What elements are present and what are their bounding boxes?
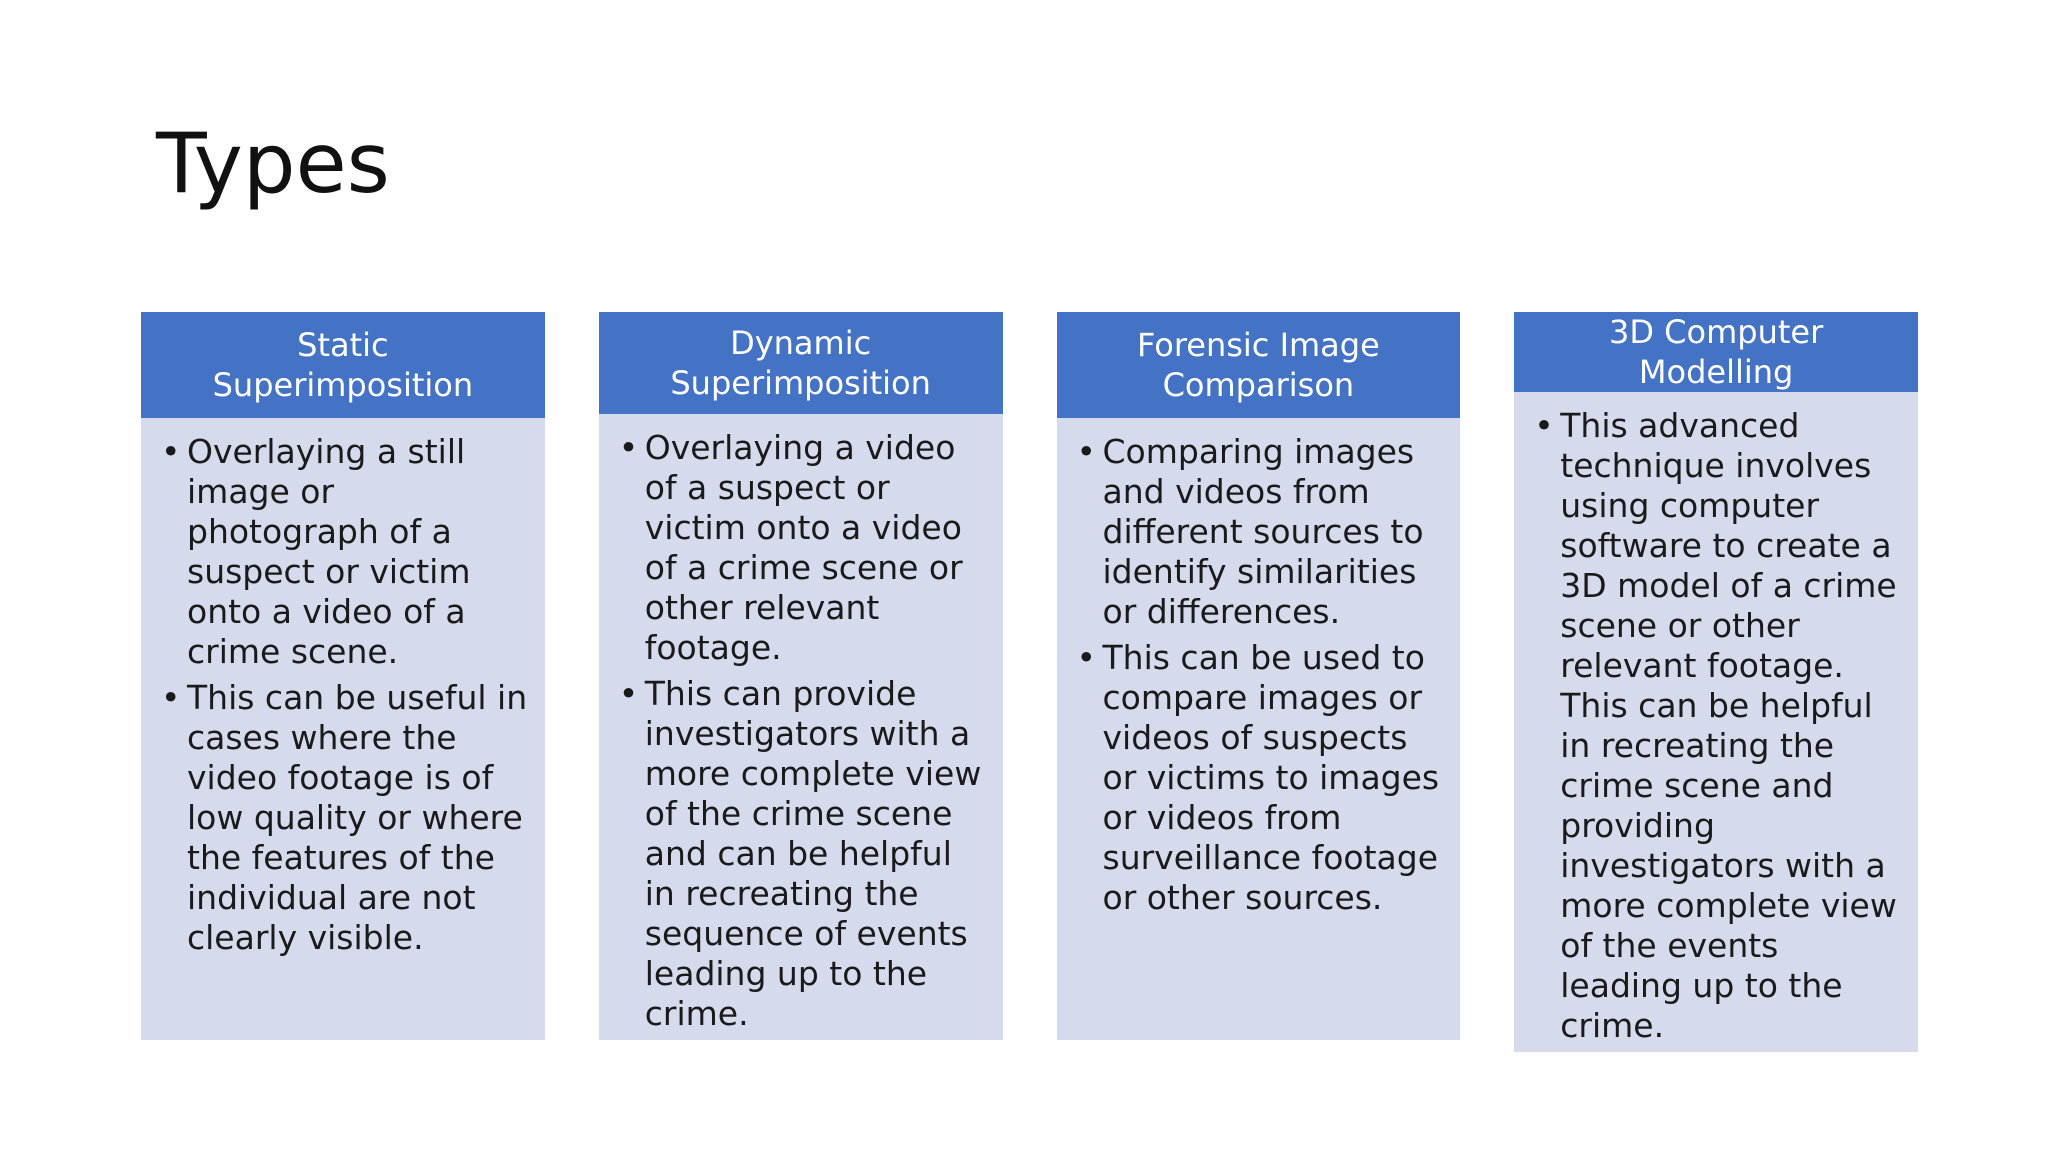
slide-title: Types	[156, 115, 390, 212]
bullet-text: This can be useful in cases where the video footage is of low quality or where the features of the individual are not clearly visible.	[187, 678, 528, 957]
bullet-list	[157, 432, 531, 958]
types-cards	[141, 312, 1918, 1045]
bullet-icon: •	[161, 432, 181, 471]
bullet-text: This can be used to compare images or videos of suspects or victims to images or videos from surveillance footage or other sources.	[1102, 638, 1440, 917]
card-forensic-image-comparison	[1057, 312, 1461, 1040]
card-3d-computer-modelling	[1514, 312, 1918, 1045]
card-title: Forensic Image Comparison	[1136, 326, 1380, 404]
card-title: 3D Computer Modelling	[1609, 313, 1824, 391]
card-header	[599, 312, 1003, 414]
bullet-list	[1530, 406, 1904, 1046]
bullet-list	[615, 428, 989, 1034]
card-title: Static Superimposition	[212, 326, 474, 404]
card-body	[1514, 392, 1918, 1052]
bullet-icon: •	[618, 428, 639, 467]
bullet-item	[157, 678, 531, 958]
bullet-text: Overlaying a still image or photograph of a suspect or victim onto a video of a crime scene.	[187, 432, 471, 671]
card-title: Dynamic Superimposition	[670, 324, 931, 402]
bullet-item	[1530, 406, 1904, 1046]
card-header	[1514, 312, 1918, 392]
bullet-item	[615, 428, 989, 668]
card-body	[599, 414, 1003, 1040]
bullet-item	[1073, 638, 1447, 918]
bullet-icon: •	[618, 674, 639, 713]
bullet-icon: •	[1076, 638, 1096, 677]
bullet-text: This advanced technique involves using computer software to create a 3D model of a crime scene or other relevant footage. This can be helpful in recreating the crime scene and providing investigators with a more complete view of the events leading up to the crime.	[1560, 406, 1897, 1045]
bullet-list	[1073, 432, 1447, 918]
bullet-item	[615, 674, 989, 1034]
card-body	[1057, 418, 1461, 1040]
card-header	[1057, 312, 1461, 418]
bullet-icon: •	[161, 678, 181, 717]
bullet-icon: •	[1534, 406, 1554, 445]
card-static-superimposition	[141, 312, 545, 1040]
card-header	[141, 312, 545, 418]
bullet-item	[157, 432, 531, 672]
bullet-text: This can provide investigators with a more complete view of the crime scene and can be helpful in recreating the sequence of events leading up to the crime.	[644, 674, 982, 1033]
bullet-text: Overlaying a video of a suspect or victim onto a video of a crime scene or other relevant footage.	[644, 428, 963, 667]
card-dynamic-superimposition	[599, 312, 1003, 1040]
card-body	[141, 418, 545, 1040]
bullet-item	[1073, 432, 1447, 632]
bullet-icon: •	[1076, 432, 1096, 471]
bullet-text: Comparing images and videos from different sources to identify similarities or differences.	[1102, 432, 1424, 631]
